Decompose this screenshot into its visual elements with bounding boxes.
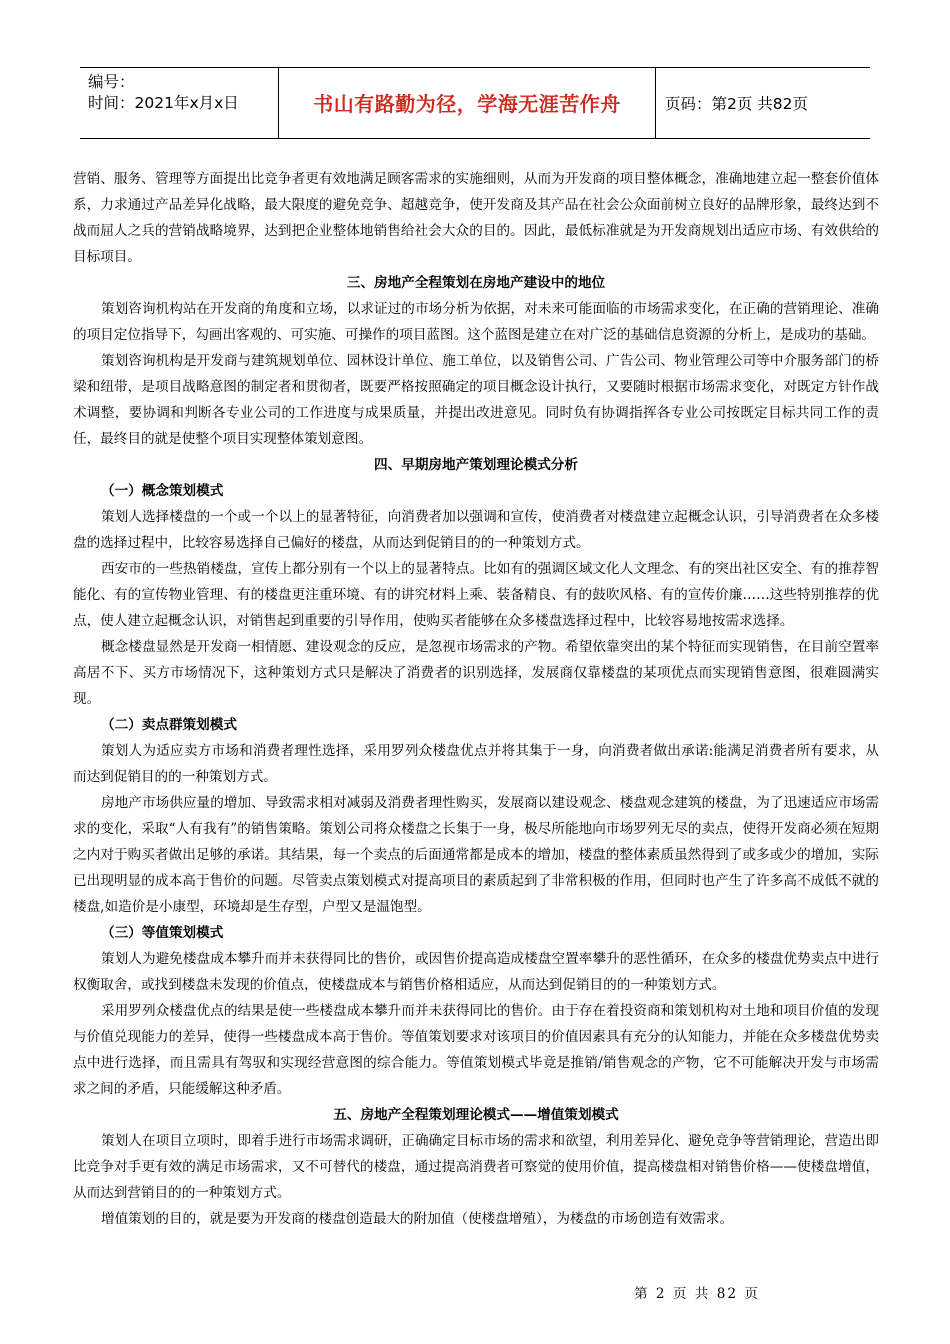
body-paragraph: 策划人在项目立项时，即着手进行市场需求调研，正确确定目标市场的需求和欲望，利用差异化、避免竞争等营销理论，营造出即比竞争对手更有效的满足市场需求，又不可替代的楼盘，通过提高消费者可察觉的使用价值，提高楼盘相对销售价格——使楼盘增值，从而达到营销目的的一种策划方式。 — [73, 1133, 879, 1201]
page-footer: 第 2 页 共 82 页 — [634, 1286, 760, 1302]
body-paragraph: 西安市的一些热销楼盘，宣传上都分别有一个以上的显著特点。比如有的强调区域文化人文理念、有的突出社区安全、有的推荐智能化、有的宣传物业管理、有的楼盘更注重环境、有的讲究材料上乘、装备精良、有的鼓吹风格、有的宣传价廉……这些特别推荐的优点，使人建立起概念认识，对销售起到重要的引导作用，使购买者能够在众多楼盘选择过程中，比较容易地按需求选择。 — [73, 561, 879, 629]
body-paragraph: 策划人为避免楼盘成本攀升而并未获得同比的售价，或因售价提高造成楼盘空置率攀升的恶性循环，在众多的楼盘优势卖点中进行权衡取舍，或找到楼盘未发现的价值点，使楼盘成本与销售价格相适应，从而达到促销目的的一种策划方式。 — [73, 951, 879, 993]
body-paragraph: 采用罗列众楼盘优点的结果是使一些楼盘成本攀升而并未获得同比的售价。由于存在着投资商和策划机构对土地和项目价值的发现与价值兑现能力的差异，使得一些楼盘成本高于售价。等值策划要求对该项目的价值因素具有充分的认知能力，并能在众多楼盘优势卖点中进行选择，而且需具有驾驭和实现经营意图的综合能力。等值策划模式毕竟是推销/销售观念的产物，它不可能解决开发与市场需求之间的矛盾，只能缓解这种矛盾。 — [73, 1003, 879, 1097]
header-motto: 书山有路勤为径，学海无涯苦作舟 — [313, 92, 621, 116]
header-number-label: 编号： — [88, 73, 135, 91]
header-meta — [88, 72, 239, 114]
body-paragraph: 策划咨询机构是开发商与建筑规划单位、园林设计单位、施工单位，以及销售公司、广告公司、物业管理公司等中介服务部门的桥梁和纽带，是项目战略意图的制定者和贯彻者，既要严格按照确定的项目概念设计执行，又要随时根据市场需求变化，对既定方针作战术调整，要协调和判断各专业公司的工作进度与成果质量，并提出改进意见。同时负有协调指挥各专业公司按既定目标共同工作的责任，最终目的就是使整个项目实现整体策划意图。 — [73, 353, 879, 447]
body-paragraph: 策划人为适应卖方市场和消费者理性选择，采用罗列众楼盘优点并将其集于一身，向消费者做出承诺:能满足消费者所有要求，从而达到促销目的的一种策划方式。 — [73, 743, 879, 785]
body-paragraph: 营销、服务、管理等方面提出比竞争者更有效地满足顾客需求的实施细则，从而为开发商的项目整体概念，准确地建立起一整套价值体系，力求通过产品差异化战略，最大限度的避免竞争、超越竞争，使开发商及其产品在社会公众面前树立良好的品牌形象，最终达到不战而屈人之兵的营销战略境界，达到把企业整体地销售给社会大众的目的。因此，最低标准就是为开发商规划出适应市场、有效供给的目标项目。 — [73, 171, 879, 265]
header-page-info: 页码：第2页 共82页 — [665, 95, 809, 113]
body-paragraph: 策划咨询机构站在开发商的角度和立场，以求证过的市场分析为依据，对未来可能面临的市场需求变化，在正确的营销理论、准确的项目定位指导下，勾画出客观的、可实施、可操作的项目蓝图。这个蓝图是建立在对广泛的基础信息资源的分析上，是成功的基础。 — [73, 301, 879, 343]
subsection-heading: （一）概念策划模式 — [101, 483, 224, 499]
document-body — [73, 166, 879, 1232]
page-header — [80, 67, 870, 139]
subsection-heading: （二）卖点群策划模式 — [101, 717, 237, 733]
header-time-label: 时间：2021年x月x日 — [88, 94, 239, 112]
section-heading: 四、早期房地产策划理论模式分析 — [374, 457, 578, 473]
header-divider — [655, 68, 656, 138]
section-heading: 五、房地产全程策划理论模式——增值策划模式 — [333, 1107, 619, 1123]
section-heading: 三、房地产全程策划在房地产建设中的地位 — [346, 275, 606, 291]
body-paragraph: 增值策划的目的，就是要为开发商的楼盘创造最大的附加值（使楼盘增殖），为楼盘的市场创造有效需求。 — [101, 1211, 734, 1227]
body-paragraph: 策划人选择楼盘的一个或一个以上的显著特征，向消费者加以强调和宣传，使消费者对楼盘建立起概念认识，引导消费者在众多楼盘的选择过程中，比较容易选择自己偏好的楼盘，从而达到促销目的的一种策划方式。 — [73, 509, 879, 551]
body-paragraph: 概念楼盘显然是开发商一相情愿、建设观念的反应，是忽视市场需求的产物。希望依靠突出的某个特征而实现销售，在目前空置率高居不下、买方市场情况下，这种策划方式只是解决了消费者的识别选择，发展商仅靠楼盘的某项优点而实现销售意图，很难圆满实现。 — [73, 639, 879, 707]
body-paragraph: 房地产市场供应量的增加、导致需求相对减弱及消费者理性购买，发展商以建设观念、楼盘观念建筑的楼盘，为了迅速适应市场需求的变化，采取“人有我有”的销售策略。策划公司将众楼盘之长集于一身，极尽所能地向市场罗列无尽的卖点，使得开发商必须在短期之内对于购买者做出足够的承诺。其结果，每一个卖点的后面通常都是成本的增加，楼盘的整体素质虽然得到了或多或少的增加，实际已出现明显的成本高于售价的问题。尽管卖点策划模式对提高项目的素质起到了非常积极的作用，但同时也产生了许多高不成低不就的楼盘,如造价是小康型，环境却是生存型，户型又是温饱型。 — [73, 795, 879, 915]
subsection-heading: （三）等值策划模式 — [101, 925, 224, 941]
